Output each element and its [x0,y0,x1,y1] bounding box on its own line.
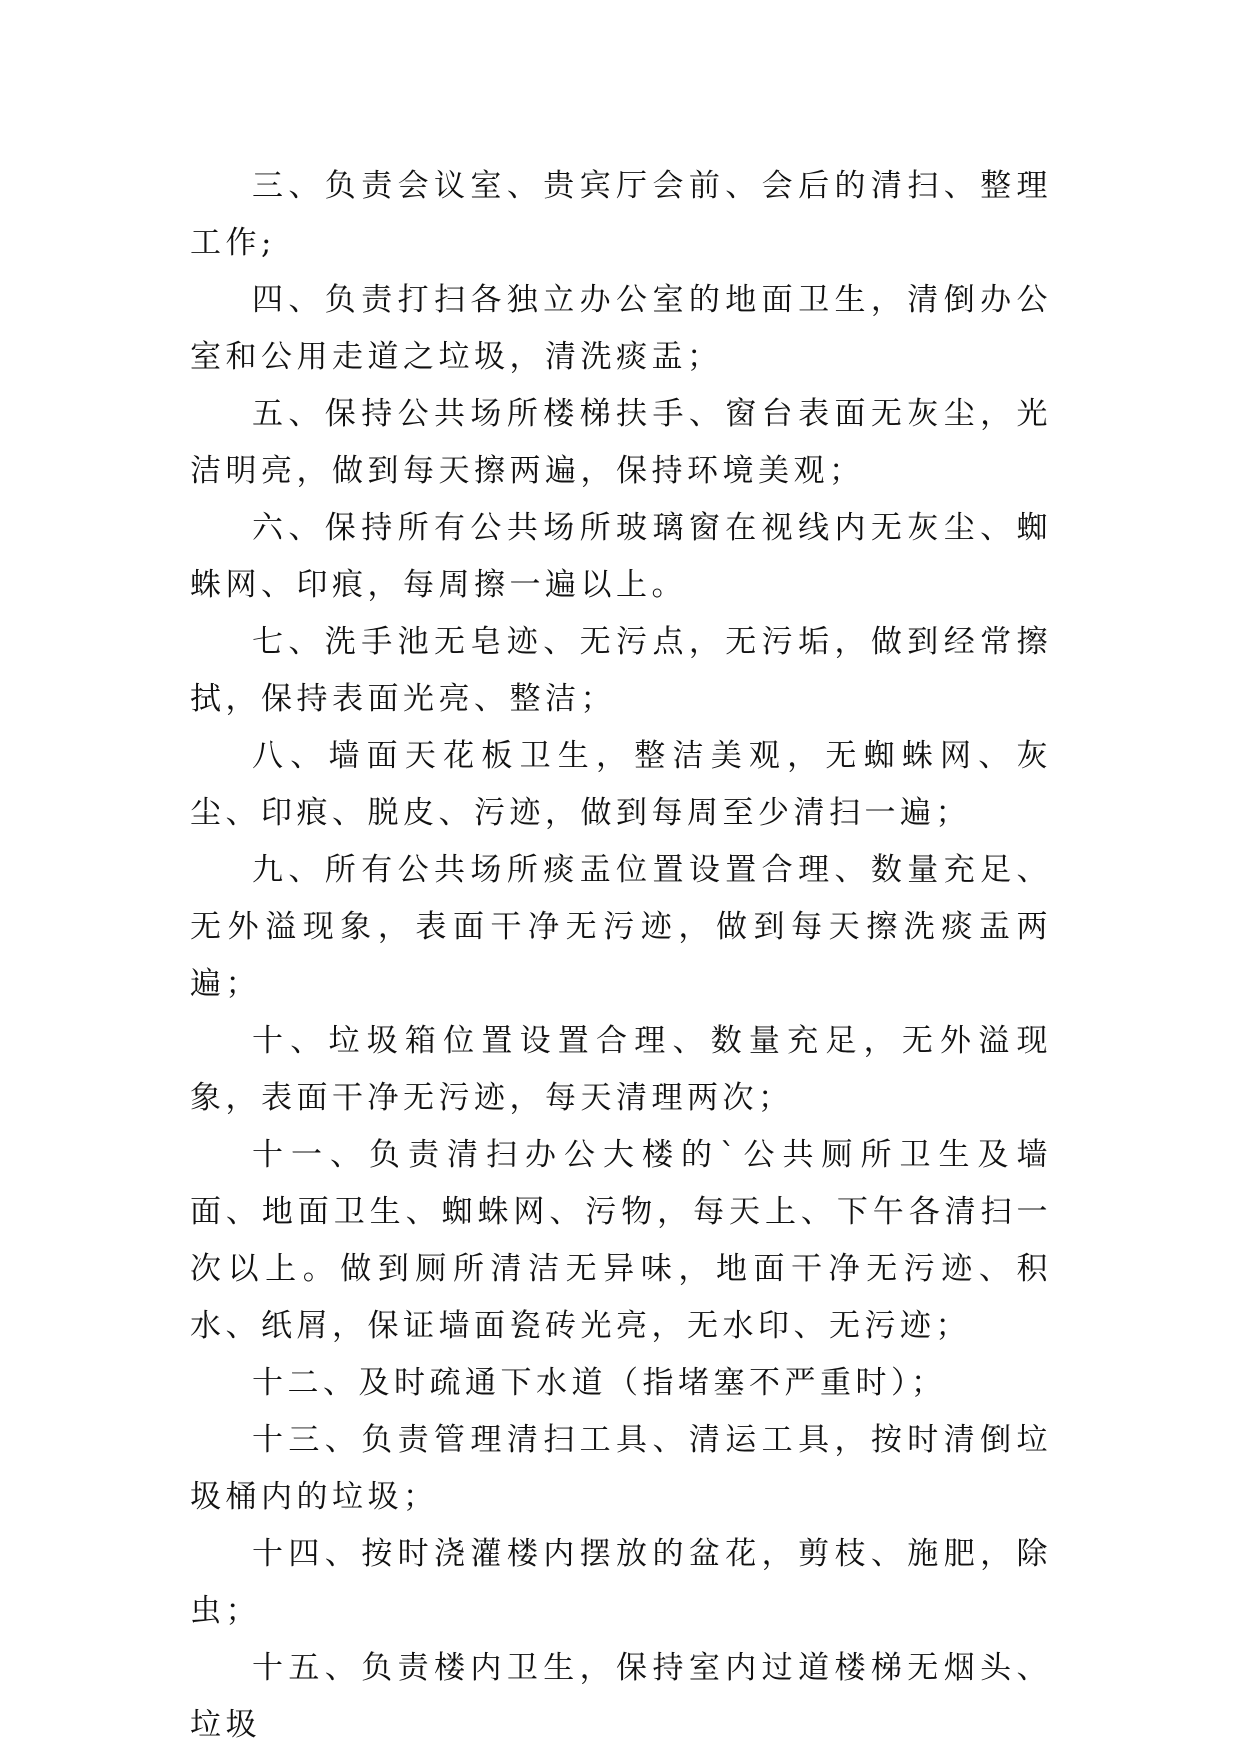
paragraph-12: 十二、及时疏通下水道（指堵塞不严重时）； [252,1365,947,1401]
paragraph-11: 十一、负责清扫办公大楼的`公共厕所卫生及墙面、地面卫生、蜘蛛网、污物，每天上、下午各清扫一次以上。做到厕所清洁无异味，地面干净无污迹、积水、纸屑，保证墙面瓷砖光亮，无水印、无污迹； [190,1137,1052,1344]
paragraph-15: 十五、负责楼内卫生，保持室内过道楼梯无烟头、垃圾 [190,1650,1052,1743]
paragraph-4: 四、负责打扫各独立办公室的地面卫生，清倒办公室和公用走道之垃圾，清洗痰盂； [190,282,1052,375]
paragraph-6: 六、保持所有公共场所玻璃窗在视线内无灰尘、蜘蛛网、印痕，每周擦一遍以上。 [190,510,1052,603]
paragraph-13: 十三、负责管理清扫工具、清运工具，按时清倒垃圾桶内的垃圾； [190,1422,1052,1515]
paragraph-5: 五、保持公共场所楼梯扶手、窗台表面无灰尘，光洁明亮，做到每天擦两遍，保持环境美观； [190,396,1052,489]
paragraph-10: 十、垃圾箱位置设置合理、数量充足，无外溢现象，表面干净无污迹，每天清理两次； [190,1023,1052,1116]
paragraph-7: 七、洗手池无皂迹、无污点，无污垢，做到经常擦拭，保持表面光亮、整洁； [190,624,1052,717]
paragraph-9: 九、所有公共场所痰盂位置设置合理、数量充足、无外溢现象，表面干净无污迹，做到每天擦洗痰盂两遍； [190,852,1052,1002]
paragraph-3: 三、负责会议室、贵宾厅会前、会后的清扫、整理工作; [190,168,1052,261]
paragraph-8: 八、墙面天花板卫生，整洁美观，无蜘蛛网、灰尘、印痕、脱皮、污迹，做到每周至少清扫一遍； [190,738,1052,831]
document-body [190,158,1052,1754]
paragraph-14: 十四、按时浇灌楼内摆放的盆花，剪枝、施肥，除虫； [190,1536,1052,1629]
